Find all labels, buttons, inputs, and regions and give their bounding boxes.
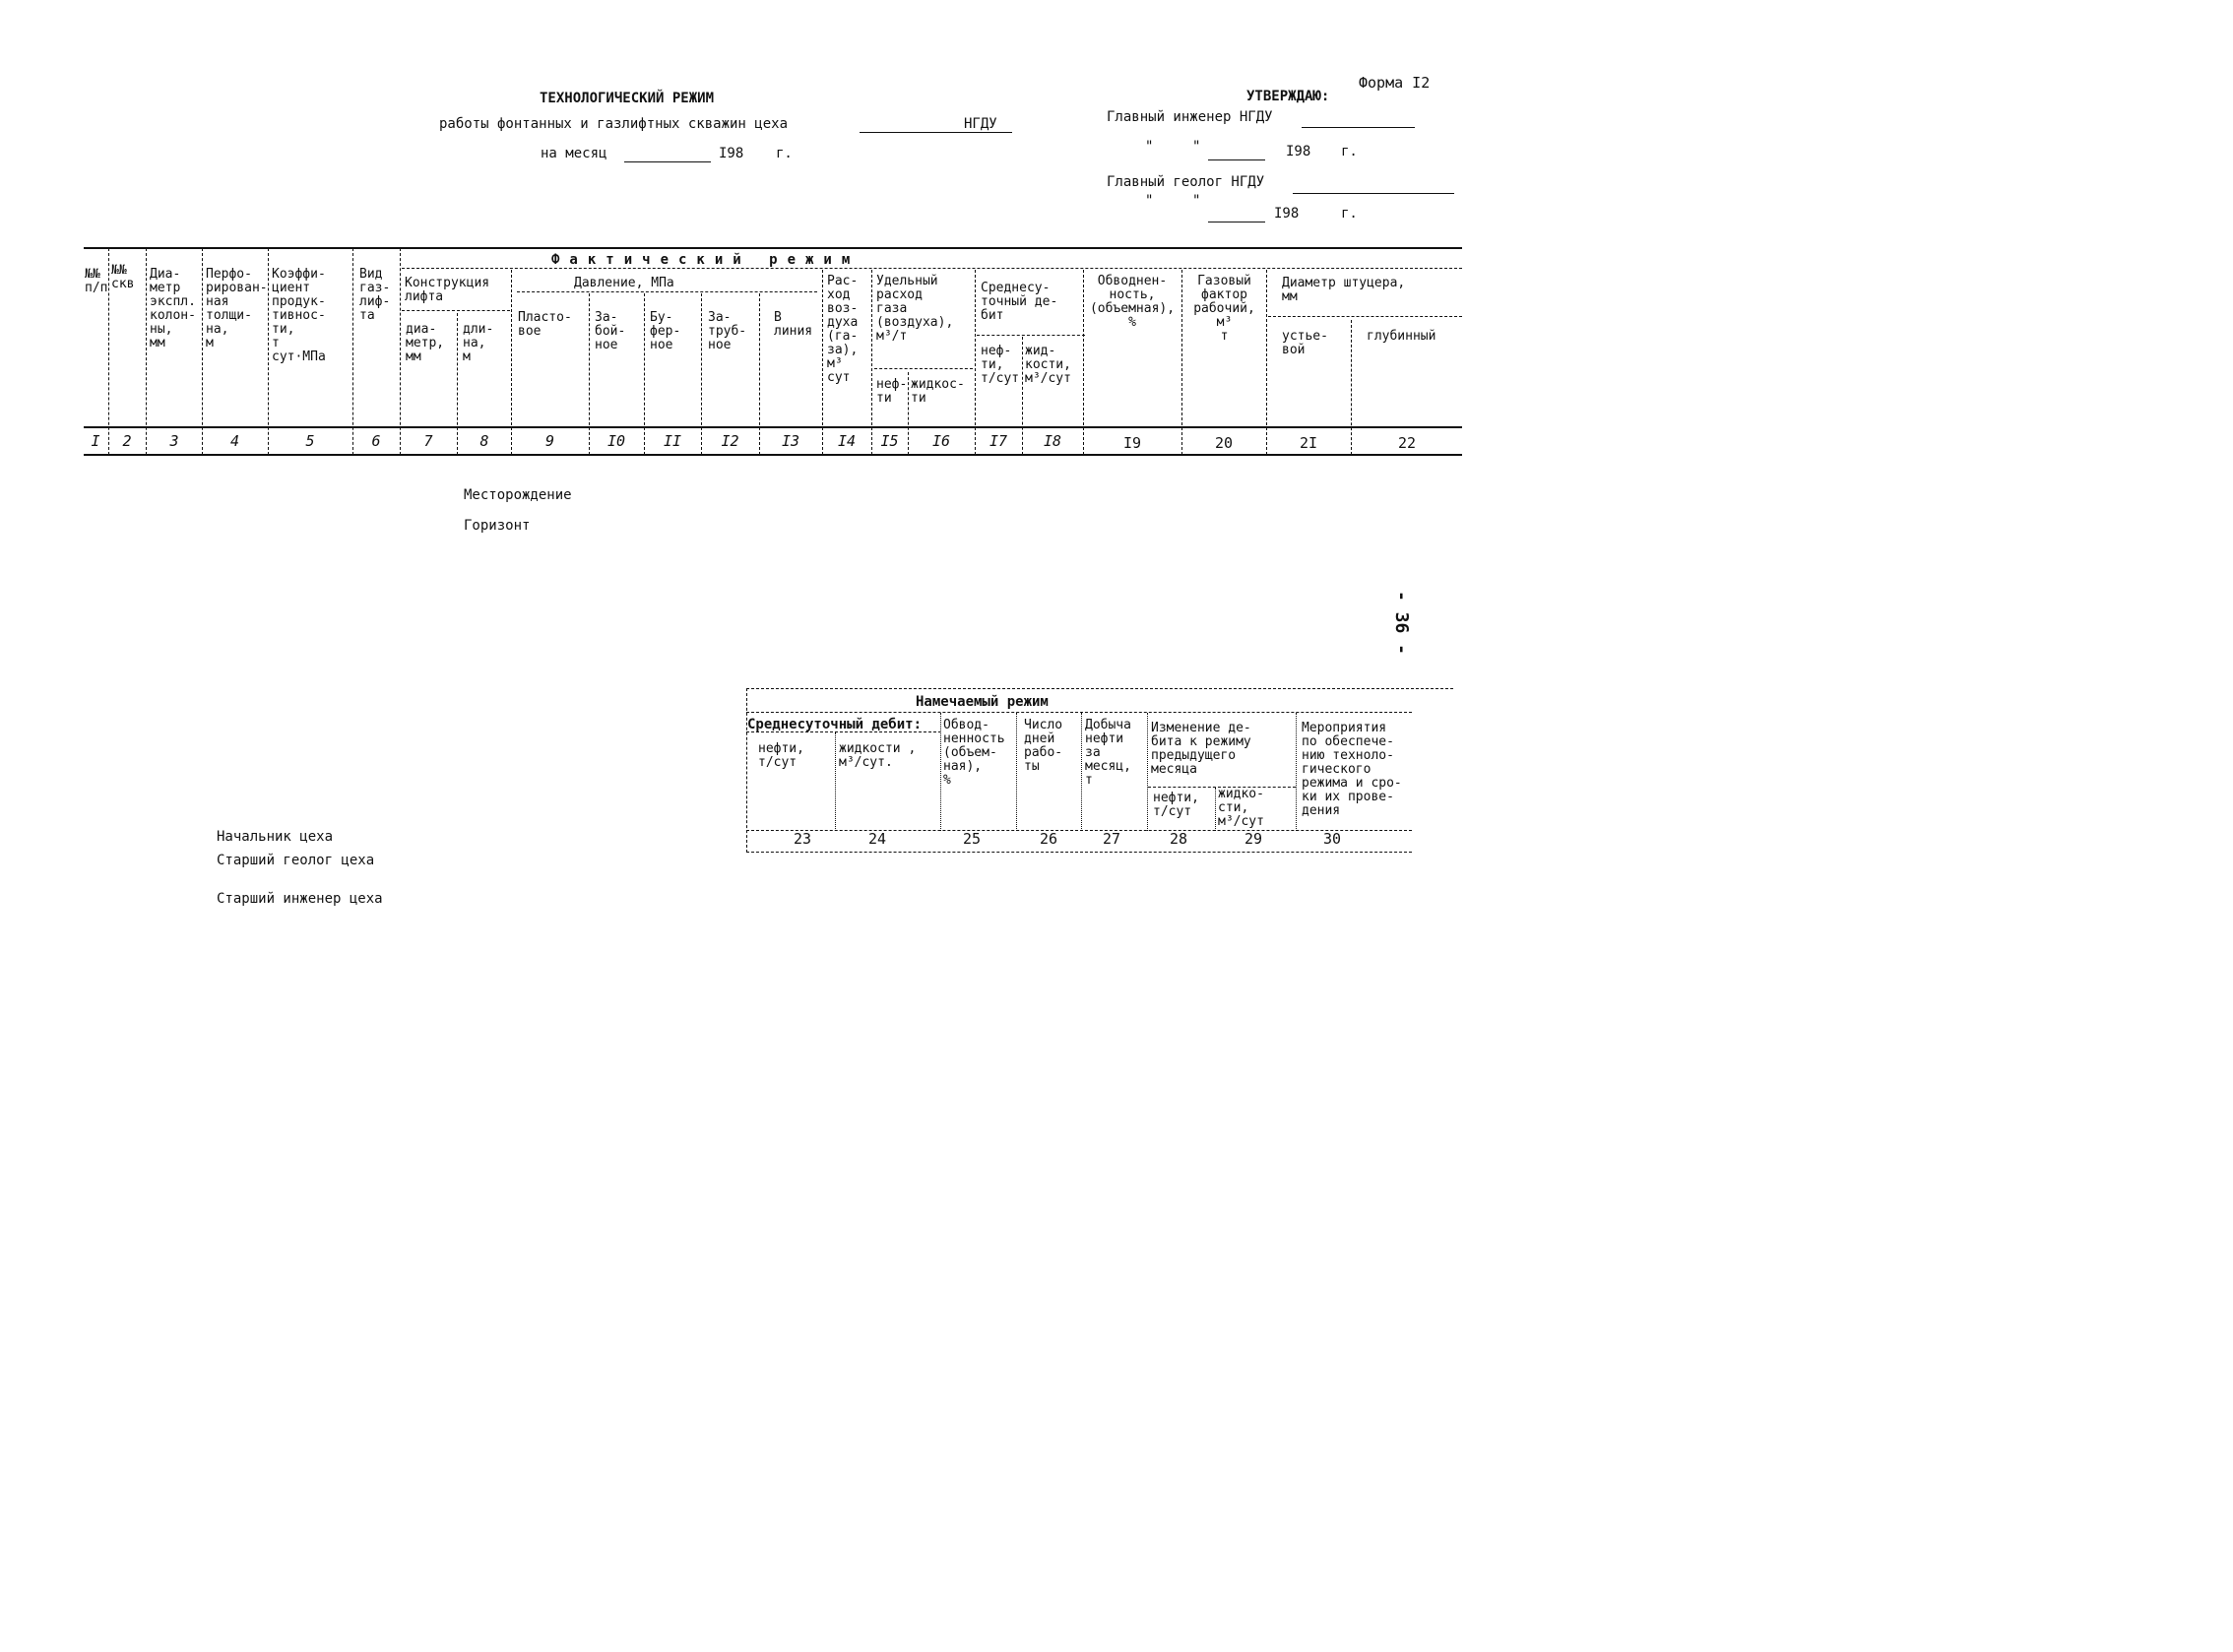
geologist-date-blank: [1208, 206, 1265, 222]
planned-regime-title: Намечаемый режим: [916, 694, 1049, 710]
col-num-7: 7: [423, 432, 433, 450]
planned-num-26: 26: [1039, 830, 1058, 848]
table2-group-rule: [746, 712, 1412, 713]
col-daily-liquid: жид- кости, м³/сут: [1025, 344, 1071, 386]
col-perforated-thickness: Перфо- рирован- ная толщи- на, м: [206, 267, 268, 350]
col-gas-factor: Газовый фактор рабочий, м³ т: [1193, 274, 1255, 344]
specific-rule: [874, 368, 973, 369]
chief-geologist-blank: [1293, 177, 1454, 194]
col-num-18: I8: [1043, 432, 1062, 450]
col-num-19: I9: [1122, 434, 1142, 452]
planned-col-liquid: жидкости , м³/сут.: [839, 741, 917, 770]
col-water-cut: Обводнен- ность, (объемная), %: [1089, 274, 1176, 330]
month-blank: [624, 146, 711, 162]
col-lift-length: дли- на, м: [463, 322, 494, 364]
page-number: - 36 -: [1391, 591, 1412, 656]
shop-head-label: Начальник цеха: [217, 829, 334, 845]
col-daily-oil: неф- ти, т/сут: [981, 344, 1020, 386]
col-line-pressure: В линия: [774, 310, 813, 339]
senior-engineer-label: Старший инженер цеха: [217, 891, 383, 907]
col-specific-liquid: жидкос- ти: [911, 377, 965, 406]
col-num-9: 9: [544, 432, 555, 450]
col-reservoir-pressure: Пласто- вое: [518, 310, 572, 339]
engineer-date-blank: [1208, 144, 1265, 160]
planned-num-25: 25: [962, 830, 982, 848]
engineer-year-suffix: г.: [1341, 144, 1358, 159]
col-num-15: I5: [880, 432, 899, 450]
col-num-12: I2: [721, 432, 739, 450]
col-casing-diameter: Диа- метр экспл. колон- ны, мм: [150, 267, 196, 350]
col-num-5: 5: [305, 432, 315, 450]
col-gaslift-type: Вид газ- лиф- та: [359, 267, 391, 323]
table2-top-rule: [746, 688, 1453, 689]
col-annulus-pressure: За- труб- ное: [708, 310, 747, 352]
lift-construction-group: Конструкция лифта: [405, 276, 490, 304]
col-num-16: I6: [931, 432, 951, 450]
col-air-gas-consumption: Рас- ход воз- духа (га- за), м³ сут: [827, 274, 859, 385]
col-buffer-pressure: Бу- фер- ное: [650, 310, 681, 352]
table1-top-rule: [84, 247, 1462, 249]
col-productivity-coefficient: Коэффи- циент продук- тивнос- ти, т сут·МПа: [272, 267, 326, 364]
engineer-year: I98: [1286, 144, 1311, 159]
planned-num-27: 27: [1102, 830, 1121, 848]
col-num-2: 2: [122, 432, 132, 450]
col-lift-diameter: диа- метр, мм: [406, 322, 445, 364]
actual-regime-title: Фактический режим: [551, 252, 861, 268]
col-num-1: I: [91, 432, 100, 450]
col-num-8: 8: [479, 432, 489, 450]
col-specific-oil: неф- ти: [876, 377, 908, 406]
col-num-13: I3: [781, 432, 800, 450]
planned-num-24: 24: [867, 830, 887, 848]
document-subtitle: работы фонтанных и газлифтных скважин цеха: [439, 116, 789, 132]
daily-rule: [977, 335, 1085, 336]
table1-header-bottom: [84, 426, 1462, 428]
col-row-number: №№ п/п: [85, 267, 108, 295]
quote-close-2: ": [1192, 193, 1201, 209]
col-num-20: 20: [1214, 434, 1234, 452]
col-num-21: 2I: [1299, 434, 1318, 452]
col-num-3: 3: [169, 432, 179, 450]
specific-consumption-group: Удельный расход газа (воздуха), м³/т: [876, 274, 954, 344]
planned-daily-group: Среднесуточный дебит:: [747, 717, 923, 732]
pressure-rule: [517, 291, 817, 292]
planned-col-liquid-change: жидко- сти, м³/сут: [1218, 787, 1264, 829]
quote-open: ": [1145, 139, 1154, 155]
field-label: Месторождение: [464, 487, 572, 503]
table1-numbers-bottom: [84, 454, 1462, 456]
planned-num-29: 29: [1244, 830, 1263, 848]
pressure-group: Давление, МПа: [574, 276, 674, 290]
planned-num-23: 23: [793, 830, 812, 848]
col-num-22: 22: [1397, 434, 1417, 452]
chief-engineer-label: Главный инженер НГДУ: [1107, 109, 1273, 125]
rate-change-group: Изменение де- бита к режиму предыдущего месяца: [1151, 721, 1251, 777]
planned-num-30: 30: [1322, 830, 1342, 848]
daily-rate-group: Среднесу- точный де- бит: [981, 281, 1058, 323]
quote-open-2: ": [1145, 193, 1154, 209]
lift-rule: [402, 310, 510, 311]
col-num-10: I0: [606, 432, 626, 450]
planned-col-oil: нефти, т/сут: [758, 741, 804, 770]
table2-bottom-rule: [746, 852, 1412, 853]
planned-col-measures: Мероприятия по обеспече- нию техноло- гического режима и сро- ки их прове- дения: [1302, 721, 1402, 818]
table1-group-rule: [402, 268, 1462, 269]
geologist-year: I98: [1274, 206, 1300, 222]
col-num-6: 6: [371, 432, 381, 450]
month-year: I98: [719, 146, 744, 161]
col-num-17: I7: [989, 432, 1008, 450]
col-wellhead-choke: устье- вой: [1282, 329, 1328, 357]
choke-diameter-group: Диаметр штуцера, мм: [1282, 276, 1406, 304]
planned-col-water-cut: Обвод- ненность (объем- ная), %: [943, 718, 1005, 788]
col-num-4: 4: [229, 432, 240, 450]
choke-rule: [1268, 316, 1462, 317]
col-bottomhole-pressure: За- бой- ное: [595, 310, 626, 352]
geologist-year-suffix: г.: [1341, 206, 1358, 222]
month-prefix: на месяц: [541, 146, 607, 161]
col-well-number: №№ скв: [111, 263, 135, 291]
approval-heading: УТВЕРЖДАЮ:: [1246, 89, 1330, 104]
horizon-label: Горизонт: [464, 518, 531, 534]
ngdu-label: НГДУ: [964, 116, 997, 132]
quote-close: ": [1192, 139, 1201, 155]
planned-col-monthly-output: Добыча нефти за месяц, т: [1085, 718, 1131, 788]
col-downhole-choke: глубинный: [1367, 329, 1436, 344]
senior-geologist-label: Старший геолог цеха: [217, 853, 375, 868]
chief-engineer-blank: [1302, 111, 1415, 128]
col-num-14: I4: [837, 432, 857, 450]
planned-num-28: 28: [1169, 830, 1188, 848]
planned-col-oil-change: нефти, т/сут: [1153, 791, 1199, 819]
document-title: ТЕХНОЛОГИЧЕСКИЙ РЕЖИМ: [540, 91, 715, 106]
planned-col-work-days: Число дней рабо- ты: [1024, 718, 1063, 774]
form-label: Форма I2: [1359, 74, 1431, 92]
col-num-11: II: [663, 432, 682, 450]
chief-geologist-label: Главный геолог НГДУ: [1107, 174, 1265, 190]
month-year-suffix: г.: [776, 146, 793, 161]
